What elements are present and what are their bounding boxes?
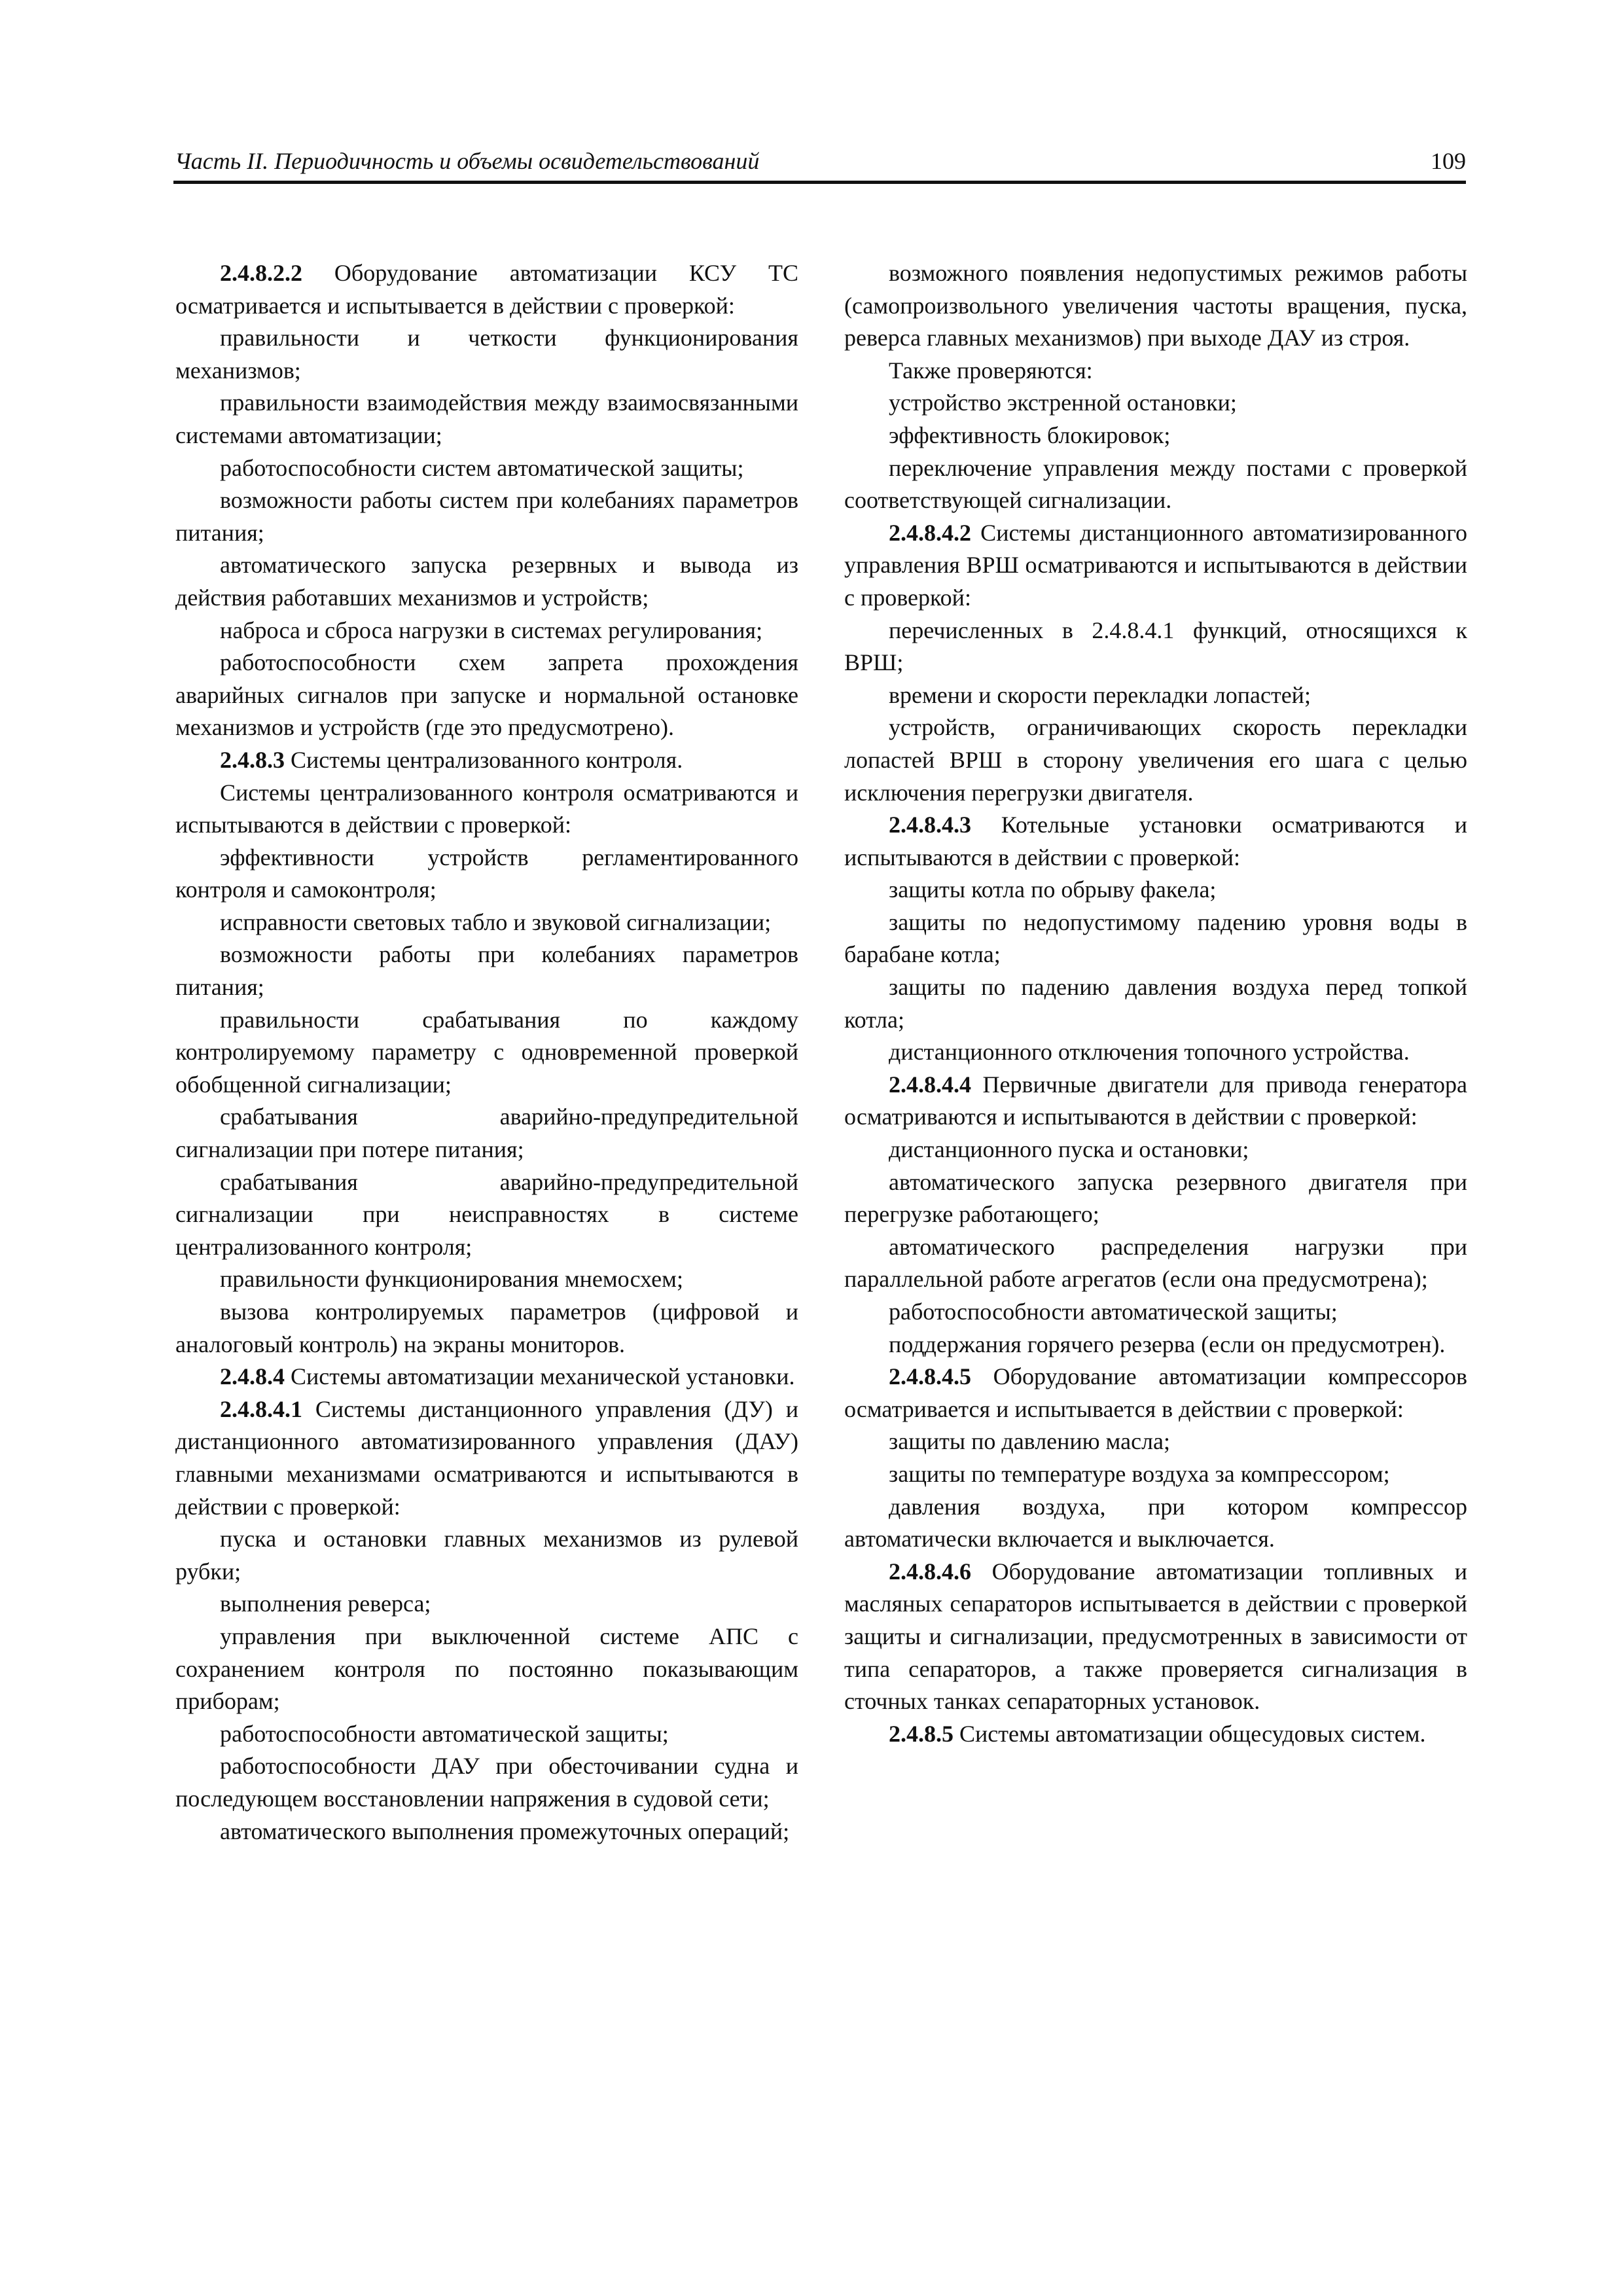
paragraph [175, 1816, 798, 1848]
paragraph [175, 939, 798, 1003]
section-number: 2.4.8.4.1 [220, 1395, 302, 1422]
paragraph-text: Системы автоматизации общесудовых систем. [954, 1720, 1426, 1747]
paragraph [175, 1004, 798, 1102]
section-paragraph [844, 1556, 1467, 1718]
paragraph [844, 1036, 1467, 1069]
paragraph [844, 387, 1467, 420]
paragraph [844, 452, 1467, 517]
paragraph-text: устройств, ограничивающих скорость перекладки лопастей ВРШ в сторону увеличения его шага с целью исключения перегрузки двигателя. [844, 714, 1467, 806]
section-number: 2.4.8.5 [889, 1720, 954, 1747]
paragraph-text: Оборудование автоматизации топливных и масляных сепараторов испытывается в действии с проверкой защиты и сигнализации, предусмотренных в зависимости от типа сепараторов, а также проверяется сигнализация в сточных танках сепараторных установок. [844, 1558, 1467, 1715]
paragraph [175, 1621, 798, 1718]
paragraph-text: наброса и сброса нагрузки в системах регулирования; [220, 617, 763, 643]
section-paragraph [844, 1361, 1467, 1426]
paragraph [175, 777, 798, 842]
paragraph [844, 355, 1467, 387]
section-number: 2.4.8.4.6 [889, 1558, 971, 1585]
paragraph [844, 906, 1467, 971]
paragraph-text: Системы централизованного контроля. [285, 746, 683, 773]
paragraph [175, 842, 798, 906]
paragraph-text: эффективности устройств регламентированного контроля и самоконтроля; [175, 844, 798, 903]
paragraph-text: работоспособности схем запрета прохождения аварийных сигналов при запуске и нормальной остановке механизмов и устройств (где это предусмотрено). [175, 649, 798, 741]
paragraph-text: правильности срабатывания по каждому контролируемому параметру с одновременной проверкой обобщенной сигнализации; [175, 1006, 798, 1098]
paragraph [175, 452, 798, 485]
paragraph [844, 1166, 1467, 1231]
paragraph-text: пуска и остановки главных механизмов из рулевой рубки; [175, 1526, 798, 1585]
paragraph-text: автоматического распределения нагрузки при параллельной работе агрегатов (если она предусмотрена); [844, 1233, 1467, 1293]
section-number: 2.4.8.2.2 [220, 260, 302, 286]
header-title: Часть II. Периодичность и объемы освидетельствований [175, 148, 760, 174]
paragraph-text: Системы дистанционного автоматизированного управления ВРШ осматриваются и испытываются в действии с проверкой: [844, 519, 1467, 611]
paragraph-text: управления при выключенной системе АПС с сохранением контроля по постоянно показывающим приборам; [175, 1623, 798, 1715]
paragraph-text: срабатывания аварийно-предупредительной сигнализации при потере питания; [175, 1103, 798, 1163]
paragraph-text: автоматического запуска резервного двигателя при перегрузке работающего; [844, 1168, 1467, 1228]
paragraph-text: вызова контролируемых параметров (цифровой и аналоговый контроль) на экраны мониторов. [175, 1299, 798, 1357]
section-paragraph [175, 1393, 798, 1523]
paragraph-text: защиты по падению давления воздуха перед топкой котла; [844, 974, 1467, 1033]
paragraph-text: выполнения реверса; [220, 1590, 431, 1617]
section-paragraph [175, 1361, 798, 1393]
paragraph [844, 1491, 1467, 1556]
paragraph [844, 1231, 1467, 1296]
paragraph-text: Оборудование автоматизации компрессоров осматривается и испытывается в действии с проверкой: [844, 1363, 1467, 1422]
paragraph [175, 1296, 798, 1361]
paragraph [175, 1263, 798, 1296]
paragraph-text: защиты по недопустимому падению уровня воды в барабане котла; [844, 908, 1467, 968]
section-paragraph [844, 1069, 1467, 1134]
paragraph-text: автоматического выполнения промежуточных операций; [220, 1818, 790, 1844]
paragraph-text: правильности и четкости функционирования механизмов; [175, 325, 798, 384]
section-paragraph [844, 1718, 1467, 1751]
paragraph-text: Котельные установки осматриваются и испытываются в действии с проверкой: [844, 812, 1467, 870]
paragraph-text: дистанционного пуска и остановки; [889, 1136, 1249, 1163]
paragraph [175, 615, 798, 647]
paragraph [175, 1718, 798, 1751]
paragraph [844, 874, 1467, 906]
paragraph [175, 1750, 798, 1815]
paragraph-text: эффективность блокировок; [889, 422, 1171, 448]
section-number: 2.4.8.4.2 [889, 519, 971, 546]
left-column [175, 257, 798, 1848]
paragraph [175, 549, 798, 614]
paragraph [175, 906, 798, 939]
paragraph-text: Системы автоматизации механической установки. [285, 1363, 795, 1390]
paragraph-text: устройство экстренной остановки; [889, 389, 1237, 416]
paragraph [175, 322, 798, 387]
paragraph [844, 1329, 1467, 1361]
section-number: 2.4.8.4 [220, 1363, 285, 1390]
paragraph-text: защиты по температуре воздуха за компрессором; [889, 1460, 1390, 1487]
paragraph-text: Первичные двигатели для привода генератора осматриваются и испытываются в действии с проверкой: [844, 1071, 1467, 1130]
paragraph-text: возможности работы систем при колебаниях параметров питания; [175, 487, 798, 546]
paragraph-text: возможного появления недопустимых режимов работы (самопроизвольного увеличения частоты вращения, пуска, реверса главных механизмов) при выходе ДАУ из строя. [844, 260, 1467, 351]
section-number: 2.4.8.4.3 [889, 812, 971, 838]
paragraph [844, 711, 1467, 809]
paragraph-text: возможности работы при колебаниях параметров питания; [175, 941, 798, 1001]
paragraph-text: Оборудование автоматизации КСУ ТС осматривается и испытывается в действии с проверкой: [175, 260, 798, 319]
paragraph-text: защиты по давлению масла; [889, 1428, 1170, 1455]
section-number: 2.4.8.4.4 [889, 1071, 971, 1098]
paragraph [175, 387, 798, 452]
section-number: 2.4.8.4.5 [889, 1363, 971, 1390]
paragraph [844, 679, 1467, 712]
paragraph-text: исправности световых табло и звуковой сигнализации; [220, 908, 772, 935]
paragraph [175, 1166, 798, 1264]
paragraph [844, 1296, 1467, 1329]
paragraph-text: правильности функционирования мнемосхем; [220, 1266, 683, 1293]
section-number: 2.4.8.3 [220, 746, 285, 773]
paragraph-text: работоспособности ДАУ при обесточивании судна и последующем восстановлении напряжения в судовой сети; [175, 1753, 798, 1812]
section-paragraph [844, 809, 1467, 874]
section-paragraph [175, 257, 798, 322]
paragraph [844, 1134, 1467, 1166]
paragraph-text: защиты котла по обрыву факела; [889, 876, 1217, 903]
paragraph-text: работоспособности систем автоматической защиты; [220, 454, 744, 481]
paragraph [175, 647, 798, 744]
paragraph-text: правильности взаимодействия между взаимосвязанными системами автоматизации; [175, 389, 798, 448]
paragraph-text: переключение управления между постами с проверкой соответствующей сигнализации. [844, 454, 1467, 514]
paragraph-text: времени и скорости перекладки лопастей; [889, 681, 1311, 708]
paragraph-text: Системы дистанционного управления (ДУ) и дистанционного автоматизированного управления (ДАУ) главными механизмами осматриваются и испытываются в действии с проверкой: [175, 1395, 798, 1520]
section-paragraph [844, 517, 1467, 615]
paragraph [175, 484, 798, 549]
paragraph [175, 1101, 798, 1166]
paragraph-text: поддержания горячего резерва (если он предусмотрен). [889, 1331, 1446, 1357]
page-header [173, 144, 1466, 184]
paragraph [844, 257, 1467, 355]
paragraph [844, 1458, 1467, 1491]
paragraph [844, 1426, 1467, 1458]
paragraph [844, 971, 1467, 1036]
paragraph-text: Также проверяются: [889, 357, 1093, 384]
page-number: 109 [1431, 148, 1466, 174]
paragraph-text: Системы централизованного контроля осматриваются и испытываются в действии с проверкой: [175, 779, 798, 838]
paragraph-text: срабатывания аварийно-предупредительной сигнализации при неисправностях в системе централизованного контроля; [175, 1168, 798, 1260]
section-paragraph [175, 744, 798, 777]
paragraph-text: работоспособности автоматической защиты; [220, 1720, 669, 1747]
paragraph-text: дистанционного отключения топочного устройства. [889, 1039, 1410, 1066]
paragraph-text: автоматического запуска резервных и вывода из действия работавших механизмов и устройств; [175, 552, 798, 611]
right-column [844, 257, 1467, 1750]
paragraph [844, 420, 1467, 452]
paragraph [175, 1588, 798, 1621]
paragraph-text: работоспособности автоматической защиты; [889, 1299, 1338, 1325]
paragraph-text: перечисленных в 2.4.8.4.1 функций, относящихся к ВРШ; [844, 617, 1467, 676]
paragraph-text: давления воздуха, при котором компрессор автоматически включается и выключается. [844, 1493, 1467, 1552]
paragraph [844, 615, 1467, 679]
paragraph [175, 1523, 798, 1588]
